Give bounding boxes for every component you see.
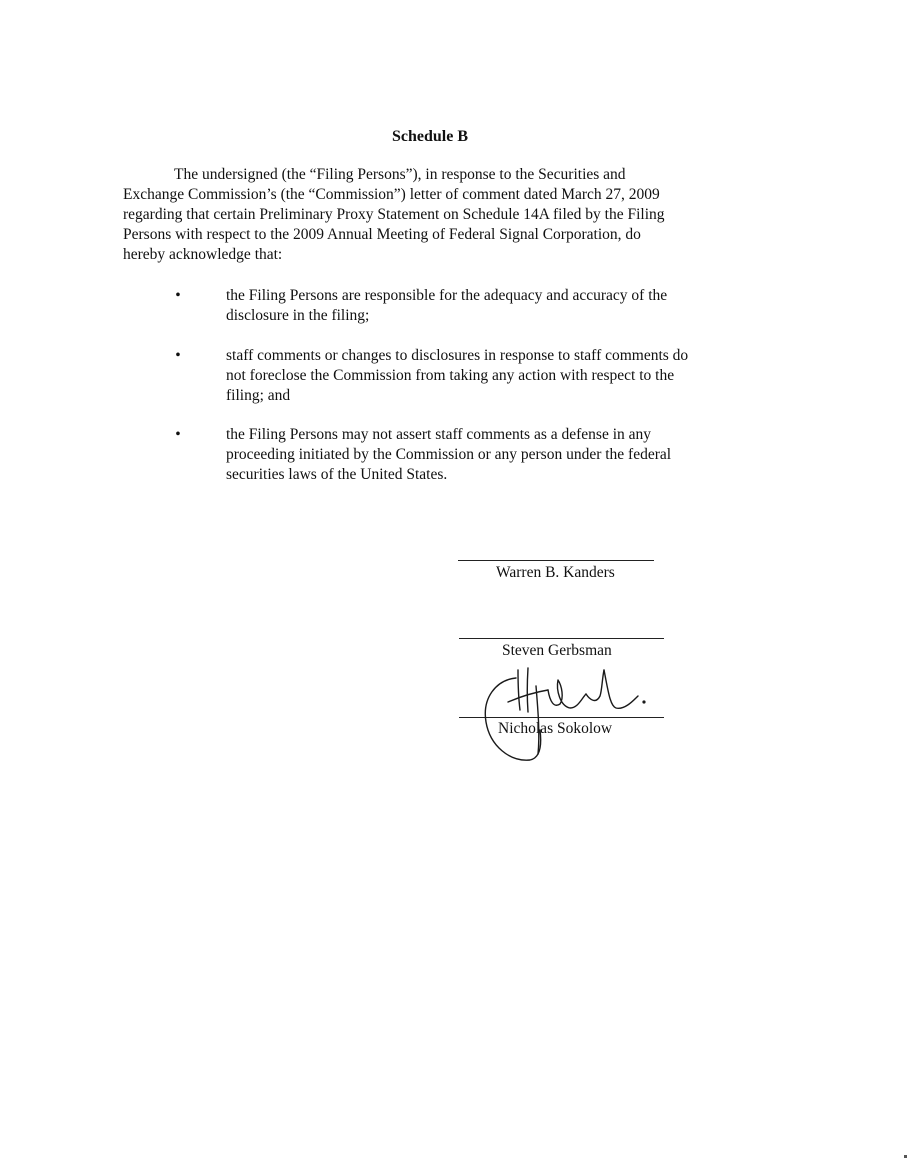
scan-speckle [904, 1155, 907, 1158]
intro-line: The undersigned (the “Filing Persons”), in response to the Securities and [174, 166, 626, 183]
intro-line: regarding that certain Preliminary Proxy Statement on Schedule 14A filed by the Filing [123, 206, 665, 223]
document-title: Schedule B [391, 128, 468, 145]
signature-line [458, 560, 654, 561]
acknowledgement-line: proceeding initiated by the Commission or any person under the federal [226, 446, 672, 463]
acknowledgement-line: not foreclose the Commission from taking any action with respect to the [226, 367, 675, 384]
acknowledgement-line: the Filing Persons are responsible for the adequacy and accuracy of the [226, 287, 668, 304]
signature-line [459, 638, 664, 639]
acknowledgement-line: staff comments or changes to disclosures in response to staff comments do [226, 347, 689, 364]
signatory-name: Steven Gerbsman [502, 642, 612, 659]
bullet-icon: • [175, 426, 181, 443]
bullet-icon: • [175, 347, 181, 364]
intro-line: hereby acknowledge that: [123, 246, 283, 263]
acknowledgement-line: filing; and [226, 387, 291, 404]
handwritten-signature [478, 650, 658, 770]
intro-line: Exchange Commission’s (the “Commission”) letter of comment dated March 27, 2009 [123, 186, 660, 203]
acknowledgement-line: securities laws of the United States. [226, 466, 448, 483]
signatory-name: Nicholas Sokolow [498, 720, 613, 737]
acknowledgement-text [226, 286, 756, 326]
acknowledgement-line: disclosure in the filing; [226, 307, 370, 324]
acknowledgement-text [226, 425, 756, 485]
intro-paragraph [123, 165, 723, 265]
acknowledgement-line: the Filing Persons may not assert staff comments as a defense in any [226, 426, 652, 443]
acknowledgement-text [226, 346, 756, 406]
bullet-icon: • [175, 287, 181, 304]
signatory-name: Warren B. Kanders [496, 564, 615, 581]
intro-line: Persons with respect to the 2009 Annual Meeting of Federal Signal Corporation, do [123, 226, 641, 243]
